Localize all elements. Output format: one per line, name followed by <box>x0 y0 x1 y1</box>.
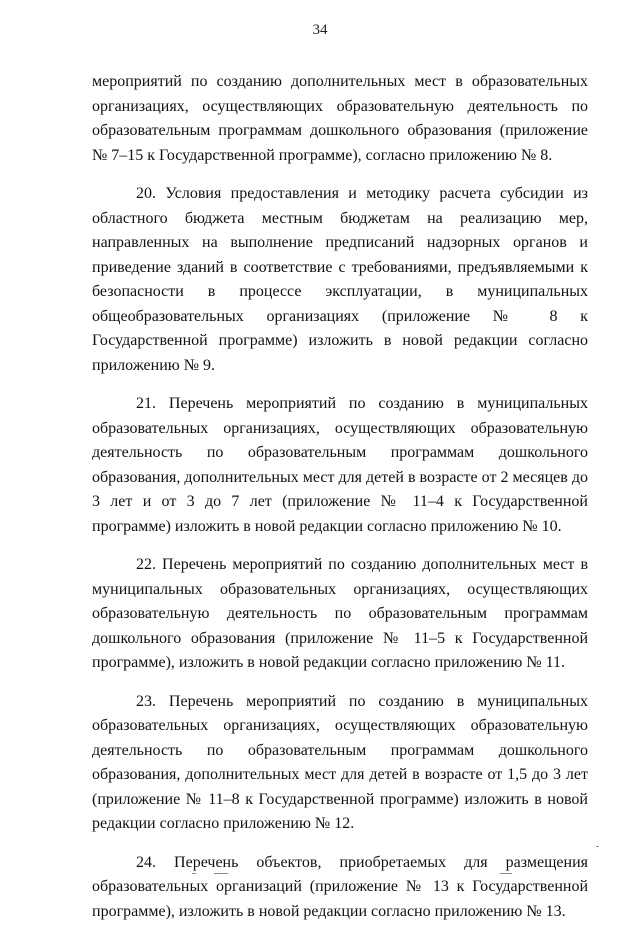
paragraph-item-21: 21. Перечень мероприятий по созданию в муниципальных образовательных организациях, осуществляющих образовательную деятельность по образовательным программам дошкольного образования, дополнительных мест для детей в возрасте от 2 месяцев до 3 лет и от 3 до 7 лет (приложение № 11–4 к Государственной программе) изложить в новой редакции согласно приложению № 10. <box>92 395 588 535</box>
paragraph-item-23: 23. Перечень мероприятий по созданию в муниципальных образовательных организациях, осуществляющих образовательную деятельность по образовательным программам дошкольного образования, дополнительных мест для детей в возрасте от 1,5 до 3 лет (приложение № 11–8 к Государственной программе) изложить в новой редакции согласно приложению № 12. <box>92 692 588 832</box>
paragraph-item-22: 22. Перечень мероприятий по созданию дополнительных мест в муниципальных образовательных организациях, осуществляющих образовательную деятельность по образовательным программам дошкольного образования (приложение № 11–5 к Государственной программе), изложить в новой редакции согласно приложению № 11. <box>92 556 588 671</box>
paragraph-item-24: 24. Перечень объектов, приобретаемых для размещения образовательных организаций (приложение № 13 к Государственной программе), изложить в новой редакции согласно приложению № 13. <box>92 853 588 920</box>
document-body <box>92 70 588 938</box>
paragraph-item-20: 20. Условия предоставления и методику расчета субсидии из областного бюджета местным бюджетам на реализацию мер, направленных на выполнение предписаний надзорных органов и приведение зданий в соответствие с требованиями, предъявляемыми к безопасности в процессе эксплуатации, в муниципальных общеобразовательных организациях (приложение № 8 к Государственной программе) изложить в новой редакции согласно приложению № 9. <box>92 185 588 374</box>
page-number: 34 <box>312 22 328 38</box>
paragraph-continuation: мероприятий по созданию дополнительных мест в образовательных организациях, осуществляющих образовательную деятельность по образовательным программам дошкольного образования (приложение № 7–15 к Государственной программе), согласно приложению № 8. <box>92 73 588 164</box>
